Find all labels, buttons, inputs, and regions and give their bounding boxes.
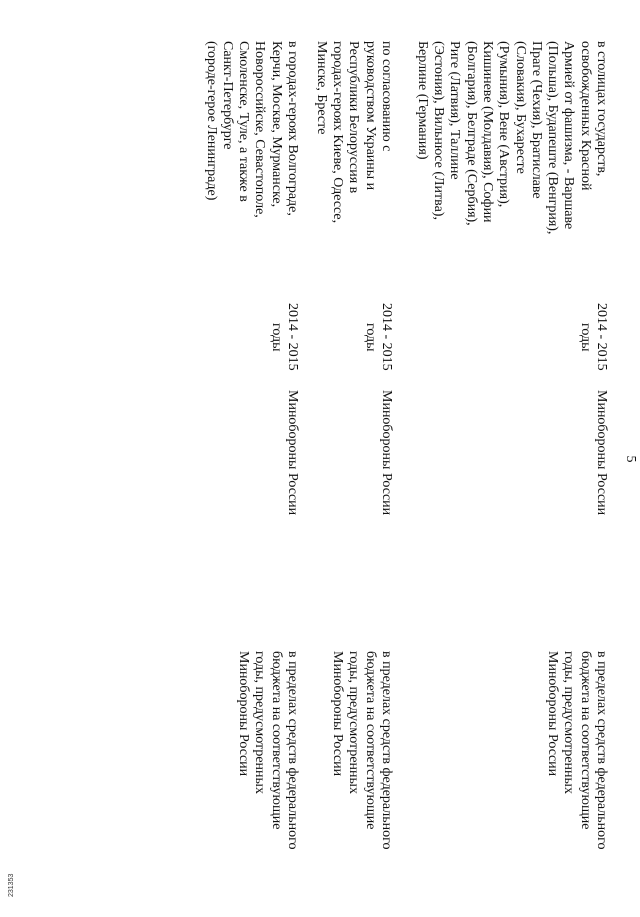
place-line: Минске, Бресте — [313, 41, 329, 135]
organization-cell — [378, 390, 394, 630]
funding-line: годы, предусмотренных — [252, 651, 268, 794]
place-line: городах-героях Киеве, Одессе, — [330, 41, 346, 224]
place-line: в столицах государств, — [594, 41, 609, 177]
page-number: 5 — [623, 455, 638, 463]
years-line: 2014 - 2015 — [285, 303, 300, 371]
place-line: руководством Украины и — [362, 41, 378, 191]
funding-line: Минобороны России — [545, 651, 561, 777]
place-line: (Румыния), Вене (Австрия), — [496, 41, 512, 208]
years-line: 2014 - 2015 — [379, 303, 394, 371]
years-line: годы — [268, 323, 284, 352]
organization-line: Минобороны России — [594, 390, 609, 516]
funding-line: годы, предусмотренных — [561, 651, 577, 794]
years-line: годы — [577, 323, 593, 352]
funding-line: годы, предусмотренных — [346, 651, 362, 794]
document-code-text: 231353 — [8, 873, 15, 897]
funding-line: в пределах средств федерального — [285, 651, 300, 850]
funding-line: Минобороны России — [330, 651, 346, 777]
place-line: (Эстония), Вильнюсе (Литва), — [431, 41, 447, 220]
place-line: в городах-героях Волгограде, — [285, 41, 300, 216]
funding-line: Минобороны России — [236, 651, 252, 777]
years-cell — [576, 303, 609, 371]
funding-line: бюджета на соответствующие — [362, 651, 378, 830]
organization-cell — [593, 390, 609, 630]
place-line: Новороссийске, Севастополе, — [252, 41, 268, 218]
organization-line: Минобороны России — [285, 390, 300, 516]
rotated-content — [80, 40, 640, 870]
years-line: годы — [362, 323, 378, 352]
place-line: Керчи, Москве, Мурманске, — [268, 41, 284, 208]
place-line: освобожденных Красной — [577, 41, 593, 191]
place-line: (городе-герое Ленинграде) — [203, 41, 219, 201]
funding-line: в пределах средств федерального — [379, 651, 394, 850]
place-cell — [413, 41, 609, 251]
place-line: Кишиневе (Молдавия), Софии — [479, 41, 495, 223]
place-line: Берлине (Германия) — [414, 41, 430, 160]
years-line: 2014 - 2015 — [594, 303, 609, 371]
place-line: Армией от фашизма, - Варшаве — [561, 41, 577, 230]
place-line: Праге (Чехия), Братиславе — [528, 41, 544, 199]
funding-cell — [544, 651, 609, 850]
years-cell — [267, 303, 300, 371]
place-line: (Болгария), Белграде (Сербия), — [463, 41, 479, 226]
funding-line: бюджета на соответствующие — [577, 651, 593, 830]
funding-cell — [235, 651, 300, 850]
document-code — [8, 857, 20, 917]
organization-line: Минобороны России — [379, 390, 394, 516]
place-line: Риге (Латвия), Таллине — [447, 41, 463, 180]
place-line: Республики Белоруссия в — [346, 41, 362, 194]
place-line: (Польша), Будапеште (Венгрия), — [545, 41, 561, 235]
place-line: Смоленске, Туле, а также в — [236, 41, 252, 202]
place-line: (Словакия), Бухаресте — [512, 41, 528, 174]
funding-line: в пределах средств федерального — [594, 651, 609, 850]
funding-line: бюджета на соответствующие — [268, 651, 284, 830]
years-cell — [361, 303, 394, 371]
place-cell — [313, 41, 394, 251]
place-line: Санкт-Петербурге — [219, 41, 235, 150]
funding-cell — [329, 651, 394, 850]
place-cell — [202, 41, 300, 251]
organization-cell — [284, 390, 300, 630]
place-line: по согласованию с — [379, 41, 394, 152]
